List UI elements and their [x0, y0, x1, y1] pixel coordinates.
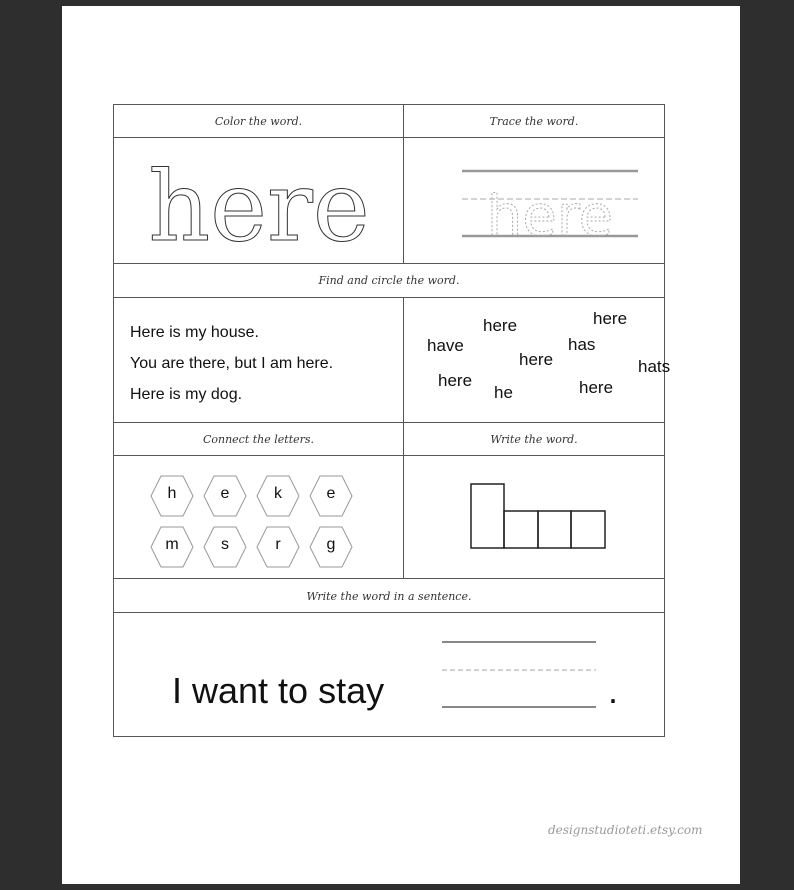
sentence: Here is my house. — [130, 324, 259, 341]
header-connect-letters: Connect the letters. — [202, 433, 315, 446]
letter: s — [221, 536, 229, 553]
svg-text:here: here — [148, 151, 370, 255]
letter-hexagon[interactable] — [150, 475, 194, 515]
header-color-word: Color the word. — [214, 115, 303, 128]
cloud-word: here — [519, 350, 554, 369]
cloud-word: here — [593, 309, 628, 328]
cloud-word: he — [494, 383, 513, 402]
letter: e — [220, 485, 230, 502]
sentences — [130, 317, 333, 410]
svg-text:here: here — [486, 184, 614, 245]
sentence: You are there, but I am here. — [130, 355, 334, 372]
sentence-writing-line[interactable] — [440, 635, 600, 715]
cloud-word: here — [438, 371, 473, 390]
letter: e — [326, 485, 336, 502]
sentence-prompt: I want to stay — [172, 670, 385, 711]
cloud-word: here — [579, 378, 614, 397]
letter-hexagon[interactable] — [309, 475, 353, 515]
worksheet-grid — [113, 104, 671, 737]
letter-hexagon[interactable] — [309, 526, 353, 566]
trace-word — [454, 155, 654, 245]
letter-hexagon[interactable] — [256, 475, 300, 515]
letter-hexagon[interactable] — [256, 526, 300, 566]
outlined-word — [144, 145, 374, 255]
cloud-word: has — [568, 335, 596, 354]
sentence-period: . — [608, 670, 619, 711]
cloud-word: here — [483, 316, 518, 335]
letter: r — [275, 536, 281, 553]
watermark: designstudioteti.etsy.com — [548, 823, 703, 837]
sentence: Here is my dog. — [130, 386, 243, 403]
header-find-word: Find and circle the word. — [318, 274, 460, 287]
letter: k — [274, 485, 282, 502]
cloud-word: hats — [638, 357, 671, 376]
letter: m — [165, 536, 179, 553]
header-write-word: Write the word. — [490, 433, 578, 446]
header-sentence: Write the word in a sentence. — [306, 590, 472, 603]
word-shape-boxes — [470, 483, 620, 553]
letter-hexagon[interactable] — [203, 475, 247, 515]
header-trace-word: Trace the word. — [489, 115, 579, 128]
letter-hexagon[interactable] — [203, 526, 247, 566]
letter: h — [167, 485, 177, 502]
letter: g — [326, 536, 336, 553]
letter-hexagon[interactable] — [150, 526, 194, 566]
cloud-word: have — [427, 336, 464, 355]
